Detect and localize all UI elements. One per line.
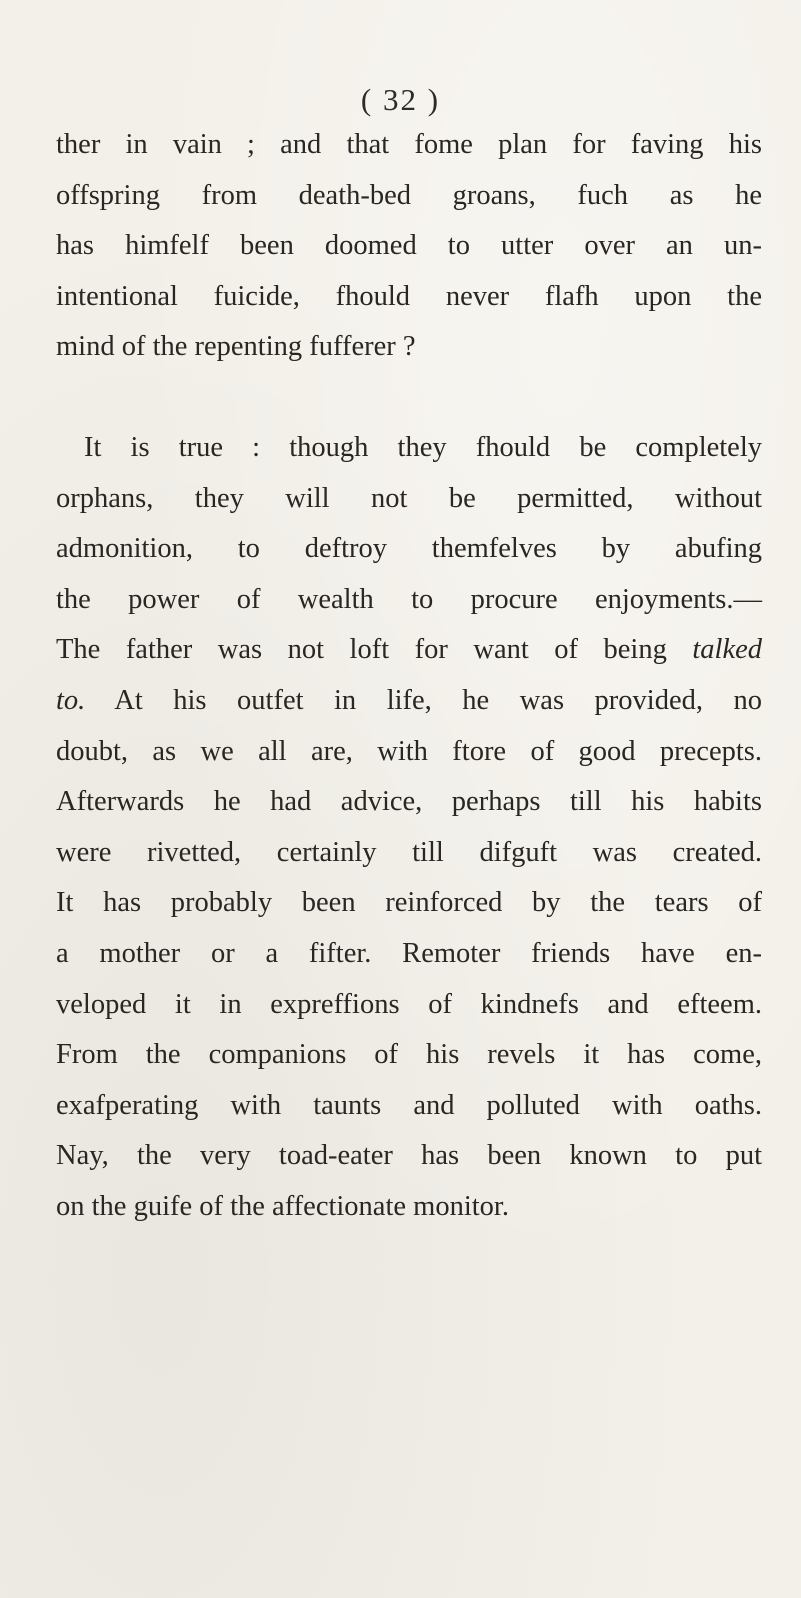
page-number: ( 32 ) (360, 82, 441, 117)
text-line: Nay, the very toad-eater has been known to put (56, 1140, 762, 1172)
text-line: the power of wealth to procure enjoyments.— (56, 583, 762, 615)
text-segment: The father was not loft for want of being (56, 634, 667, 666)
page-body (56, 120, 762, 1232)
text-line: It is true : though they fhould be completely (84, 431, 762, 463)
text-line: on the guife of the affectionate monitor. (56, 1190, 509, 1222)
text-line: Afterwards he had advice, perhaps till his habits (56, 786, 762, 818)
italic-word: to. (56, 684, 86, 716)
text-line: admonition, to deftroy themfelves by abufing (56, 533, 762, 565)
text-line: mind of the repenting fufferer ? (56, 331, 416, 363)
text-line: a mother or a fifter. Remoter friends have en- (56, 937, 762, 969)
text-line: offspring from death-bed groans, fuch as he (56, 179, 762, 211)
text-line: From the companions of his revels it has come, (56, 1039, 762, 1071)
text-line: were rivetted, certainly till difguft was created. (56, 836, 762, 868)
text-line: doubt, as we all are, with ftore of good precepts. (56, 735, 762, 767)
text-line: veloped it in expreffions of kindnefs and efteem. (56, 988, 762, 1020)
text-line: exafperating with taunts and polluted with oaths. (56, 1089, 762, 1121)
text-line: has himfelf been doomed to utter over an un- (56, 230, 762, 262)
text-line: It has probably been reinforced by the tears of (56, 887, 762, 919)
paragraph-1 (56, 120, 762, 373)
text-segment: At his outfet in life, he was provided, no (114, 684, 762, 716)
text-line-with-italic (56, 676, 762, 727)
italic-word: talked (692, 634, 763, 666)
paragraph-2 (56, 423, 762, 1233)
text-line: intentional fuicide, fhould never flafh upon the (56, 280, 762, 312)
text-line-with-italic (56, 625, 762, 676)
text-line: orphans, they will not be permitted, without (56, 482, 762, 514)
text-line: ther in vain ; and that fome plan for faving his (56, 129, 762, 160)
